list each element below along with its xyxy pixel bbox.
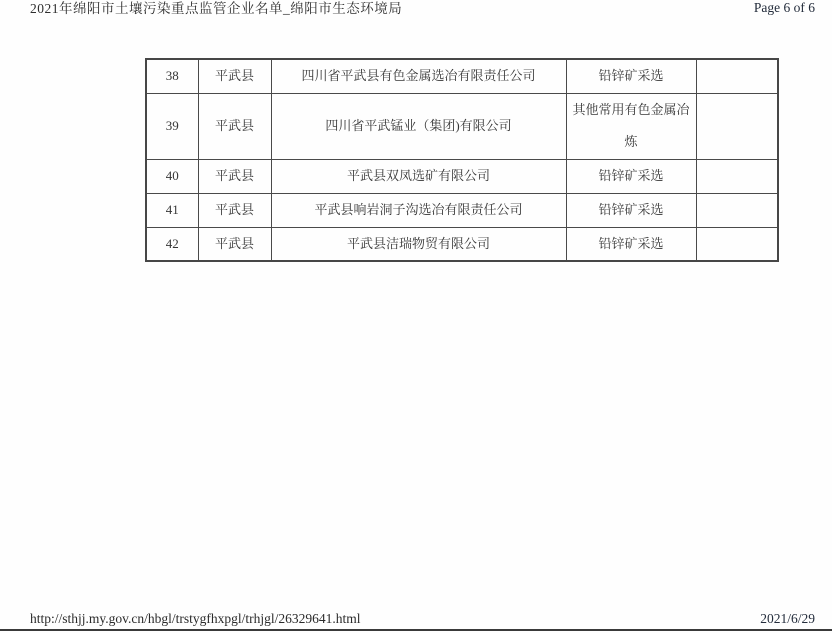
cell-company-name: 四川省平武锰业（集团)有限公司	[271, 93, 566, 159]
table-row	[146, 93, 778, 159]
cell-industry: 其他常用有色金属冶炼	[566, 93, 696, 159]
cell-county: 平武县	[198, 227, 271, 261]
cell-row-number: 41	[146, 193, 198, 227]
cell-row-number: 42	[146, 227, 198, 261]
cell-county: 平武县	[198, 59, 271, 93]
cell-industry: 铅锌矿采选	[566, 159, 696, 193]
cell-note	[696, 59, 778, 93]
bottom-rule	[0, 629, 832, 631]
table-row	[146, 59, 778, 93]
cell-county: 平武县	[198, 93, 271, 159]
cell-industry: 铅锌矿采选	[566, 227, 696, 261]
cell-county: 平武县	[198, 193, 271, 227]
table-body	[146, 59, 778, 261]
cell-note	[696, 93, 778, 159]
enterprise-table	[145, 58, 779, 262]
table-row	[146, 159, 778, 193]
print-page-indicator: Page 6 of 6	[753, 0, 815, 15]
cell-company-name: 平武县洁瑞物贸有限公司	[271, 227, 566, 261]
cell-row-number: 39	[146, 93, 198, 159]
print-footer-url: http://sthjj.my.gov.cn/hbgl/trstygfhxpgl/trhjgl/26329641.html	[30, 611, 361, 626]
table-row	[146, 227, 778, 261]
cell-industry: 铅锌矿采选	[566, 193, 696, 227]
cell-row-number: 38	[146, 59, 198, 93]
cell-company-name: 平武县响岩洞子沟选冶有限责任公司	[271, 193, 566, 227]
print-footer-date: 2021/6/29	[760, 611, 815, 626]
cell-industry: 铅锌矿采选	[566, 59, 696, 93]
cell-note	[696, 193, 778, 227]
cell-county: 平武县	[198, 159, 271, 193]
cell-note	[696, 227, 778, 261]
cell-row-number: 40	[146, 159, 198, 193]
print-header-title: 2021年绵阳市土壤污染重点监管企业名单_绵阳市生态环境局	[30, 1, 403, 16]
cell-note	[696, 159, 778, 193]
cell-company-name: 平武县双凤选矿有限公司	[271, 159, 566, 193]
table-row	[146, 193, 778, 227]
cell-company-name: 四川省平武县有色金属选冶有限责任公司	[271, 59, 566, 93]
